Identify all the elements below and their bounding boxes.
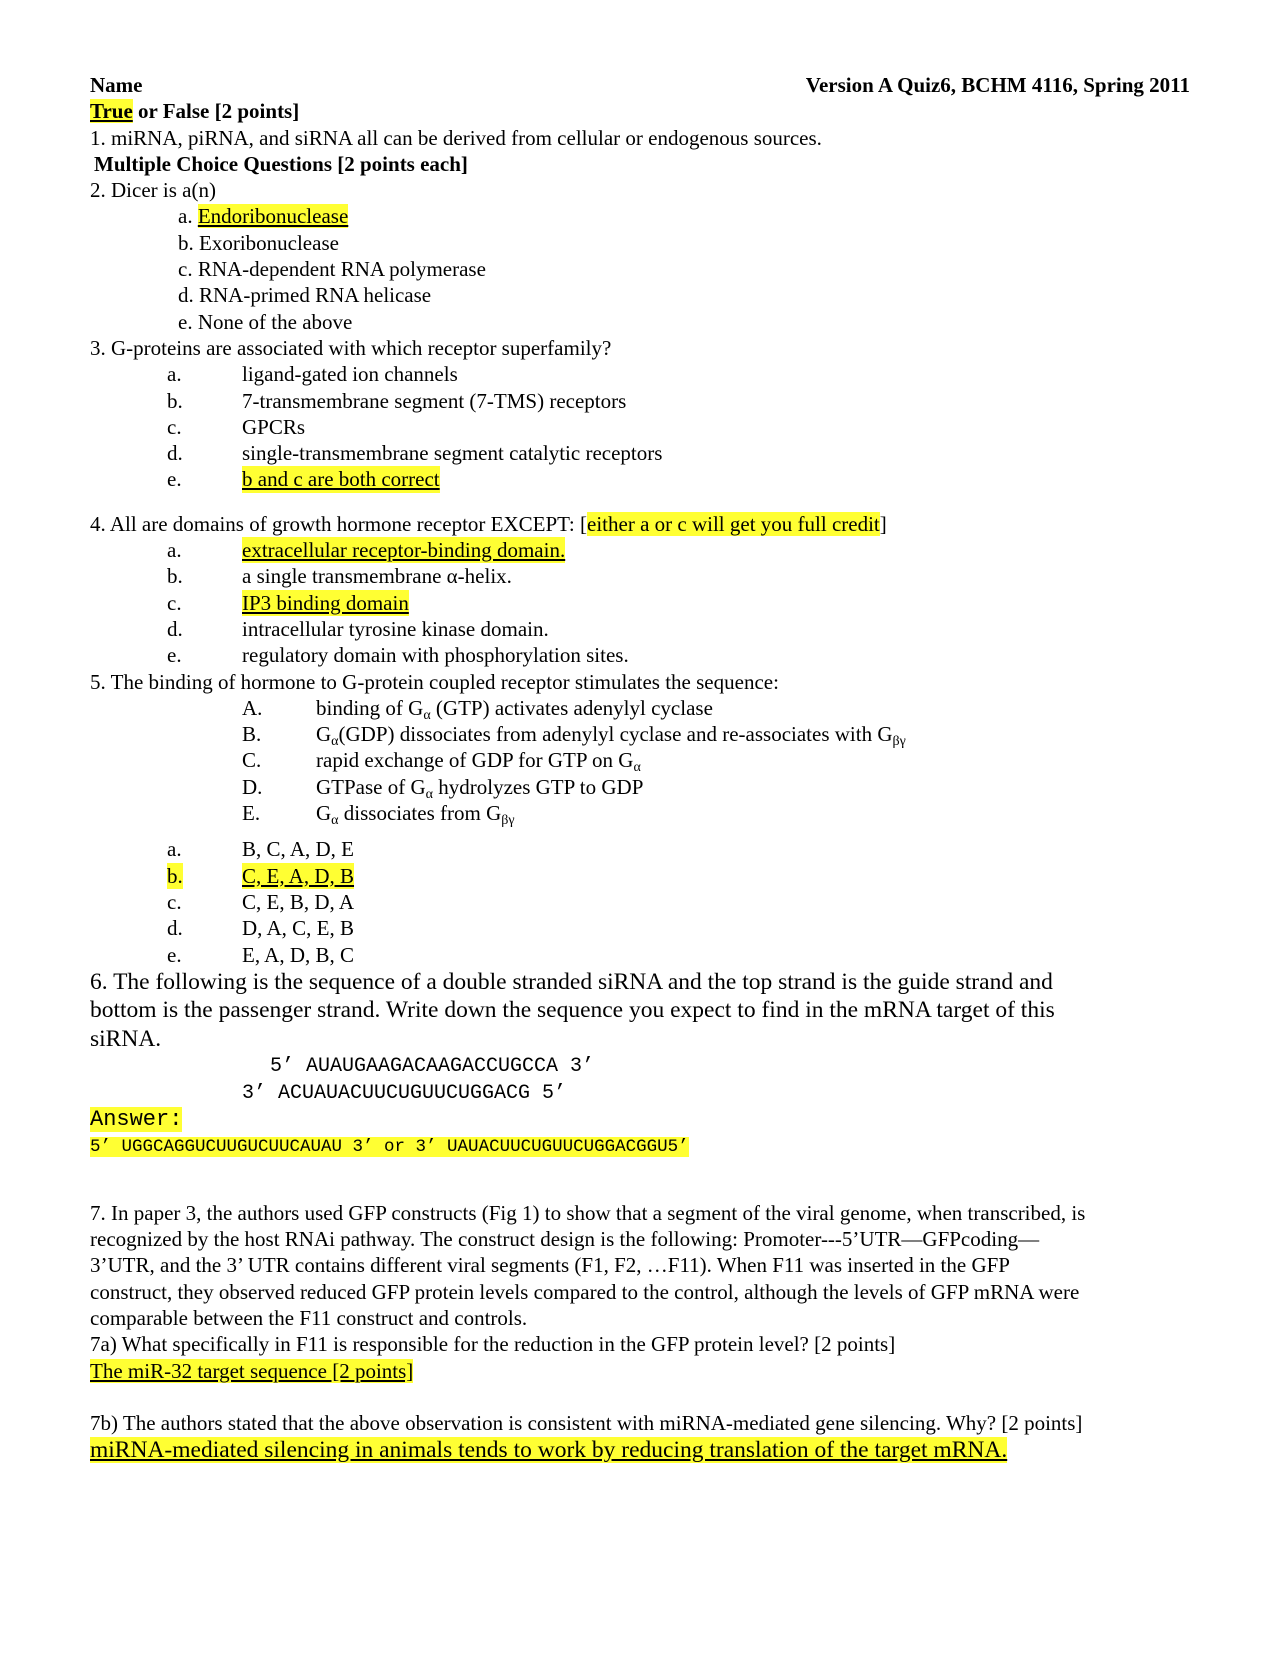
q2-option-d: d. RNA-primed RNA helicase [178, 283, 432, 308]
q5-letter-c: c. [167, 889, 182, 914]
q7b-answer: miRNA-mediated silencing in animals tends to work by reducing translation of the target mRNA. [90, 1437, 1008, 1464]
q5-text-b-answer: C, E, A, D, B [242, 863, 355, 888]
question-5-stem: 5. The binding of hormone to G-protein coupled receptor stimulates the sequence: [90, 669, 779, 694]
q4-text-a-answer: extracellular receptor-binding domain. [242, 538, 566, 563]
q4-text-c-answer: IP3 binding domain [242, 590, 409, 615]
q5-step-E [90, 800, 1190, 829]
mc-heading: Multiple Choice Questions [2 points each] [94, 151, 468, 176]
q4-stem-post: ] [879, 511, 887, 536]
question-7-line-5: comparable between the F11 construct and controls. [90, 1306, 528, 1331]
q6-answer-row [90, 1134, 1190, 1160]
q5-step-B-sub1: α [331, 734, 339, 750]
q4-letter-b: b. [167, 564, 183, 589]
q5-step-E-sub2: βγ [501, 813, 515, 829]
q5-option-e [90, 942, 1190, 968]
q5-step-C [90, 747, 1190, 776]
q3-letter-e: e. [167, 467, 182, 492]
q6-answer-label: Answer: [90, 1107, 183, 1133]
q2-option-a-letter: a. [178, 204, 198, 229]
q2-option-c: c. RNA-dependent RNA polymerase [178, 257, 486, 282]
q5-step-text-C [316, 747, 641, 776]
q5-step-letter-A: A. [242, 695, 263, 720]
q5-letter-e: e. [167, 942, 182, 967]
header-row [90, 72, 1190, 98]
q5-step-E-pre: G [316, 801, 332, 826]
q5-step-C-sub: α [633, 760, 641, 776]
q4-letter-d: d. [167, 616, 183, 641]
q5-option-a [90, 836, 1190, 862]
q5-letter-a: a. [167, 837, 182, 862]
q4-stem-pre: 4. All are domains of growth hormone receptor EXCEPT: [ [90, 511, 588, 536]
question-6-line-2: bottom is the passenger strand. Write down the sequence you expect to find in the mRNA target of this [90, 997, 1055, 1024]
q2-option-a [90, 203, 1190, 229]
q3-text-c: GPCRs [242, 414, 306, 439]
q5-step-D [90, 774, 1190, 800]
q5-step-letter-D: D. [242, 774, 263, 799]
question-1: 1. miRNA, piRNA, and siRNA all can be derived from cellular or endogenous sources. [90, 125, 822, 150]
question-7-line-1: 7. In paper 3, the authors used GFP constructs (Fig 1) to show that a segment of the viral genome, when transcribed, is [90, 1200, 1086, 1225]
q6-answer-label-row [90, 1107, 1190, 1133]
q2-option-a-answer: Endoribonuclease [197, 204, 349, 229]
q5-step-A [90, 695, 1190, 721]
q5-step-A-pre: binding of G [316, 695, 424, 720]
q3-text-e-answer: b and c are both correct [242, 467, 440, 492]
tf-answer-true: True [90, 99, 133, 124]
tf-heading-rest: or False [2 points] [132, 99, 300, 124]
q3-text-d: single-transmembrane segment catalytic receptors [242, 441, 663, 466]
q5-option-c [90, 889, 1190, 915]
q6-answer-sequence: 5’ UGGCAGGUCUUGUCUUCAUAU 3’ or 3’ UAUACUUCUGUUCUGGACGGU5’ [90, 1136, 689, 1157]
name-label: Name [90, 73, 143, 97]
q5-option-b [90, 863, 1190, 889]
q7b-answer-row [90, 1436, 1190, 1465]
q5-letter-b-answer: b. [167, 863, 183, 888]
q4-option-c [90, 590, 1190, 616]
q5-text-e: E, A, D, B, C [242, 942, 355, 967]
q5-step-E-sub1: α [331, 813, 339, 829]
q4-text-d: intracellular tyrosine kinase domain. [242, 616, 549, 641]
q5-step-B-pre: G [316, 722, 332, 747]
q4-option-e [90, 642, 1190, 668]
q3-option-a [90, 361, 1190, 387]
q5-step-C-pre: rapid exchange of GDP for GTP on G [316, 748, 634, 773]
sirna-guide-strand: 5’ AUAUGAAGACAAGACCUGCCA 3’ [270, 1055, 595, 1079]
q4-option-a [90, 537, 1190, 563]
q4-text-b: a single transmembrane α-helix. [242, 564, 512, 589]
quiz-version: Version A Quiz6, BCHM 4116, Spring 2011 [805, 73, 1190, 97]
q5-text-d: D, A, C, E, B [242, 916, 355, 941]
q5-step-D-post: hydrolyzes GTP to GDP [433, 774, 644, 799]
q7a-answer: The miR-32 target sequence [2 points] [90, 1358, 414, 1383]
q5-step-B-mid: (GDP) dissociates from adenylyl cyclase and re-associates with G [338, 722, 893, 747]
q5-step-D-pre: GTPase of G [316, 774, 426, 799]
q3-text-b: 7-transmembrane segment (7-TMS) receptors [242, 388, 627, 413]
question-2-stem: 2. Dicer is a(n) [90, 178, 216, 203]
q2-option-e: e. None of the above [178, 309, 353, 334]
q5-text-c: C, E, B, D, A [242, 889, 355, 914]
sirna-passenger-strand: 3’ ACUAUACUUCUGUUCUGGACG 5’ [242, 1082, 567, 1106]
q5-step-E-mid: dissociates from G [338, 801, 502, 826]
q3-option-d [90, 440, 1190, 466]
q4-option-d [90, 616, 1190, 642]
q4-option-b [90, 563, 1190, 589]
q5-step-letter-C: C. [242, 748, 262, 773]
question-3-stem: 3. G-proteins are associated with which receptor superfamily? [90, 335, 612, 360]
q3-letter-a: a. [167, 362, 182, 387]
q4-credit-note: either a or c will get you full credit [587, 511, 880, 536]
q3-letter-c: c. [167, 414, 182, 439]
q5-step-A-sub: α [423, 707, 431, 723]
question-7-line-4: construct, they observed reduced GFP protein levels compared to the control, although the levels of GFP mRNA were [90, 1279, 1080, 1304]
q4-text-e: regulatory domain with phosphorylation sites. [242, 643, 629, 668]
q5-step-letter-E: E. [242, 801, 261, 826]
q5-step-text-A [316, 695, 713, 721]
q5-option-d [90, 915, 1190, 941]
q5-step-B-sub2: βγ [892, 734, 906, 750]
q5-step-text-D [316, 774, 643, 800]
q5-step-D-sub: α [425, 786, 433, 802]
q5-step-text-E [316, 800, 515, 829]
q5-step-B [90, 721, 1190, 750]
q5-step-A-post: (GTP) activates adenylyl cyclase [430, 695, 713, 720]
q5-step-text-B [316, 721, 906, 750]
question-7-line-3: 3’UTR, and the 3’ UTR contains different viral segments (F1, F2, …F11). When F11 was inserted in the GFP [90, 1253, 1010, 1278]
q3-text-a: ligand-gated ion channels [242, 362, 458, 387]
true-false-heading [90, 98, 1190, 124]
question-7a: 7a) What specifically in F11 is responsible for the reduction in the GFP protein level? [2 points] [90, 1332, 896, 1357]
q3-option-c [90, 414, 1190, 440]
q5-letter-d: d. [167, 916, 183, 941]
q3-letter-b: b. [167, 388, 183, 413]
q3-option-b [90, 388, 1190, 414]
question-7-line-2: recognized by the host RNAi pathway. The construct design is the following: Promoter---5’UTR—GFPcoding— [90, 1227, 1040, 1252]
question-6-line-3: siRNA. [90, 1025, 162, 1052]
q4-letter-a: a. [167, 538, 182, 563]
q5-text-a: B, C, A, D, E [242, 837, 355, 862]
q7a-answer-row [90, 1358, 1190, 1384]
q3-letter-d: d. [167, 441, 183, 466]
question-4-stem [90, 511, 1190, 537]
q4-letter-c: c. [167, 590, 182, 615]
question-7b: 7b) The authors stated that the above observation is consistent with miRNA-mediated gene silencing. Why? [2 points] [90, 1410, 1083, 1435]
quiz-page [90, 72, 1190, 1465]
q5-step-letter-B: B. [242, 722, 262, 747]
question-6-line-1: 6. The following is the sequence of a double stranded siRNA and the top strand is the guide strand and [90, 968, 1053, 995]
q4-letter-e: e. [167, 643, 182, 668]
q2-option-b: b. Exoribonuclease [178, 230, 339, 255]
q3-option-e [90, 466, 1190, 492]
